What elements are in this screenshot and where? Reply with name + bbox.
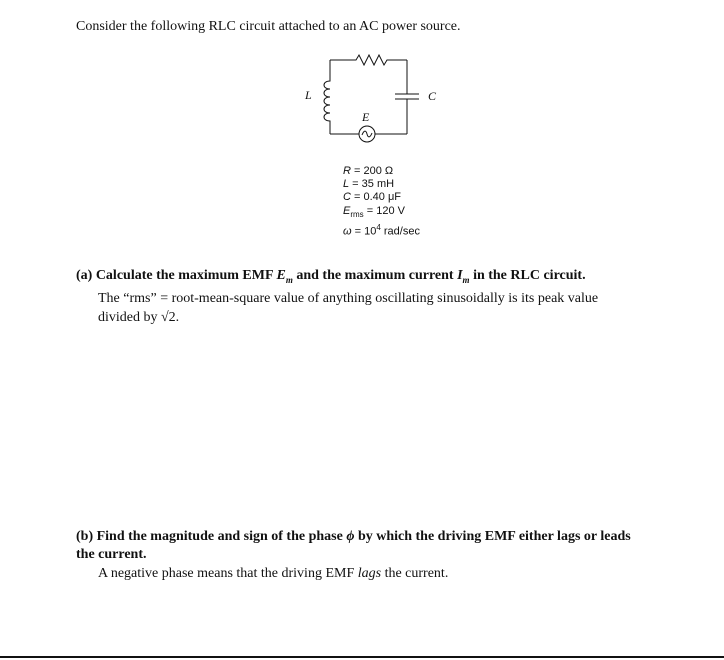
question-a: (a) Calculate the maximum EMF $E_m$ and the maximum current $I_m$ in the RLC circuit. xyxy=(76,268,586,285)
question-b: (b) Find the magnitude and sign of the phase ϕ by which the driving EMF either lags or leads the current. xyxy=(76,529,631,562)
rlc-circuit-diagram xyxy=(300,48,460,163)
bottom-divider xyxy=(0,656,724,658)
param-L: L = 35 mH xyxy=(343,178,395,191)
resistor-symbol xyxy=(330,55,407,65)
param-C: C = 0.40 μF xyxy=(343,191,402,204)
intro-text: Consider the following RLC circuit attached to an AC power source. xyxy=(76,19,461,34)
param-Erms: $E_{rms} = 120$ V xyxy=(343,204,405,219)
param-R: R = 200 Ω xyxy=(343,165,394,177)
parameter-list xyxy=(343,165,420,239)
question-b-note: A negative phase means that the driving EMF lags the current. xyxy=(98,566,449,581)
param-omega: $\omega = 10^4$ rad/sec xyxy=(343,223,420,238)
label-L: L xyxy=(305,88,312,102)
inductor-symbol xyxy=(324,60,330,134)
question-a-note: The “rms” = root-mean-square value of anything oscillating sinusoidally is its peak value divided by √2. xyxy=(98,291,599,325)
label-E: E xyxy=(362,110,370,124)
label-C: C xyxy=(428,89,437,103)
